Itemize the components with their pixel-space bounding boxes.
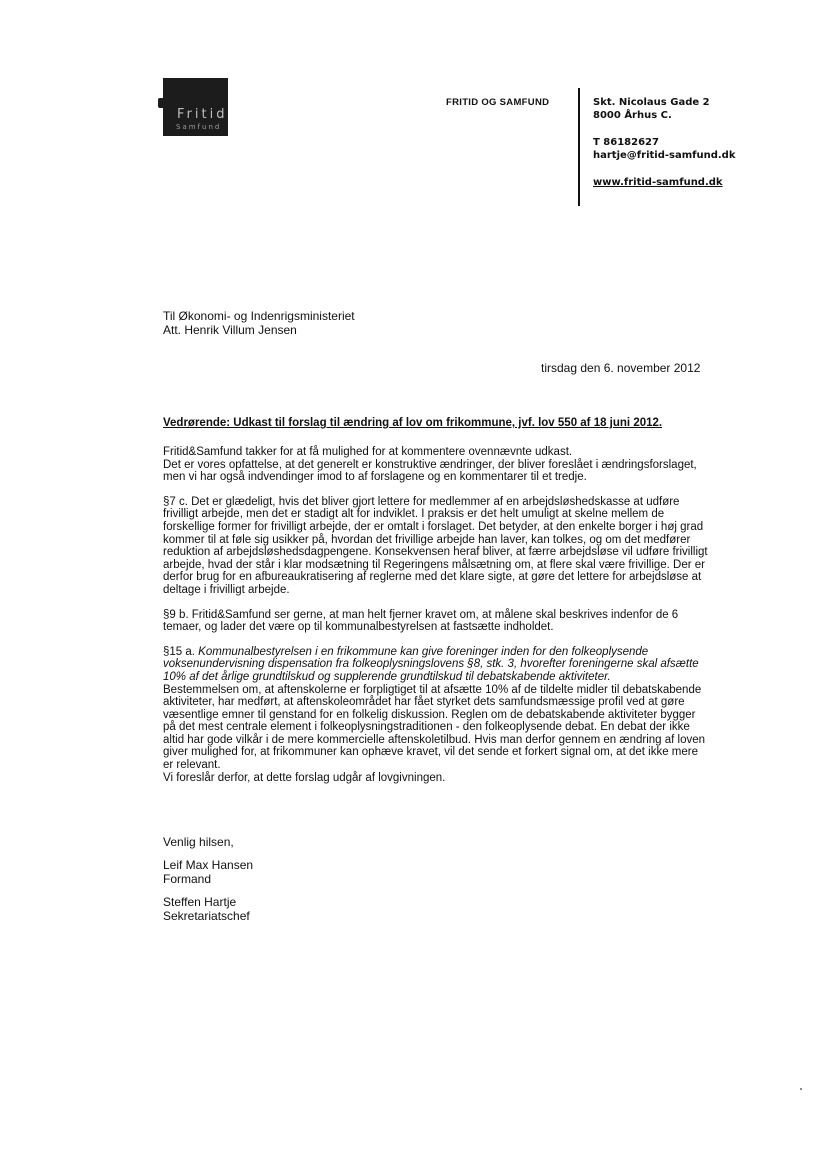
signer1-name: Leif Max Hansen: [163, 858, 254, 872]
greeting: Venlig hilsen,: [163, 835, 234, 849]
contact-block: [593, 96, 736, 189]
letterhead-divider: [578, 88, 580, 206]
paragraph-15a-body: Bestemmelsen om, at aftenskolerne er forpligtiget til at afsætte 10% af de tildelte midler til debatskabende aktiviteter, har medført, at aftenskoleområdet har fået styrket dets samfundsmæssige profil ved at gøre væsentlige emner til genstand for en folkelig diskussion. Reglen om de debatskabende aktiviteter bygger på det mest centrale element i folkeoplysningstraditionen - den folkeoplysende debat. En debat der ikke altid har gode vilkår i de mere kommercielle aftenskoletilbud. Hvis man derfor gennem en ændring af loven giver mulighed for, at frikommuner kan ophæve kravet, vil det sende et forkert signal om, at det ikke mere er relevant.: [163, 683, 706, 772]
logo-text-main: Fritid: [177, 107, 228, 122]
closing-block: [163, 835, 253, 923]
recipient-line2: Att. Henrik Villum Jensen: [163, 323, 297, 337]
signer2-name: Steffen Hartje: [163, 895, 237, 909]
letter-body: [163, 446, 708, 796]
phone: T 86182627: [593, 137, 659, 148]
paragraph-15a-quote: Kommunalbestyrelsen i en frikommune kan give foreninger inden for den folkeoplysende voksenundervisning dispensation fra folkeoplysningslovens §8, stk. 3, hvorefter foreningerne skal afsætte 10% af det årlige grundtilskud og supplerende grundtilskud til debatskabende aktiviteter.: [163, 645, 699, 683]
letter-date: tirsdag den 6. november 2012: [541, 361, 701, 375]
paragraph-15a-conclusion: Vi foreslår derfor, at dette forslag udgår af lovgivningen.: [163, 771, 446, 784]
logo-text-sub: Samfund: [176, 123, 222, 131]
org-name: FRITID OG SAMFUND: [446, 97, 550, 108]
fritid-samfund-logo: [163, 78, 228, 136]
recipient-line1: Til Økonomi- og Indenrigsministeriet: [163, 309, 355, 323]
website-link[interactable]: www.fritid-samfund.dk: [593, 177, 723, 188]
subject-line: Vedrørende: Udkast til forslag til ændring af lov om frikommune, jvf. lov 550 af 18 juni 2012.: [163, 417, 663, 429]
paragraph-7c: §7 c. Det er glædeligt, hvis det bliver gjort lettere for medlemmer af en arbejdsløshedskasse at udføre frivilligt arbejde, men det er stadigt alt for indviklet. I praksis er det helt umuligt at skelne mellem de forskellige former for frivilligt arbejde, der er omtalt i forslaget. Det betyder, at den enkelte borger i høj grad kommer til at føle sig usikker på, hvordan det frivillige arbejde han laver, kan tolkes, og om det medfører reduktion af arbejdsløshedsdagpengene. Konsekvensen heraf bliver, at færre arbejdsløse vil udføre frivilligt arbejde, hvad der står i klar modsætning til Regeringens målsætning om, at flere skal være frivillige. Der er derfor brug for en afbureaukratisering af reglerne med det klare sigte, at gøre det lettere for arbejdsløse at deltage i frivilligt arbejde.: [163, 495, 708, 596]
email: hartje@fritid-samfund.dk: [593, 150, 736, 161]
address-line1: Skt. Nicolaus Gade 2: [593, 97, 710, 108]
address-line2: 8000 Århus C.: [593, 110, 672, 121]
paragraph-15a-prefix: §15 a.: [163, 645, 199, 658]
signer2-title: Sekretariatschef: [163, 909, 250, 923]
scan-speck: [800, 1088, 802, 1090]
paragraph-15a: [163, 646, 708, 785]
paragraph-intro: Fritid&Samfund takker for at få mulighed for at kommentere ovennævnte udkast. Det er vores opfattelse, at det generelt er konstruktive ændringer, der bliver foreslået i ændringsforslaget, men vi har også indvendinger imod to af forslagene og en kommentarer til et tredje.: [163, 446, 697, 484]
recipient-block: [163, 309, 355, 337]
signer1-title: Formand: [163, 872, 212, 886]
logo-figure-icon: [158, 98, 168, 108]
paragraph-9b: §9 b. Fritid&Samfund ser gerne, at man helt fjerner kravet om, at målene skal beskrives indenfor de 6 temaer, og lader det være op til kommunalbestyrelsen at fastsætte indholdet.: [163, 608, 679, 634]
